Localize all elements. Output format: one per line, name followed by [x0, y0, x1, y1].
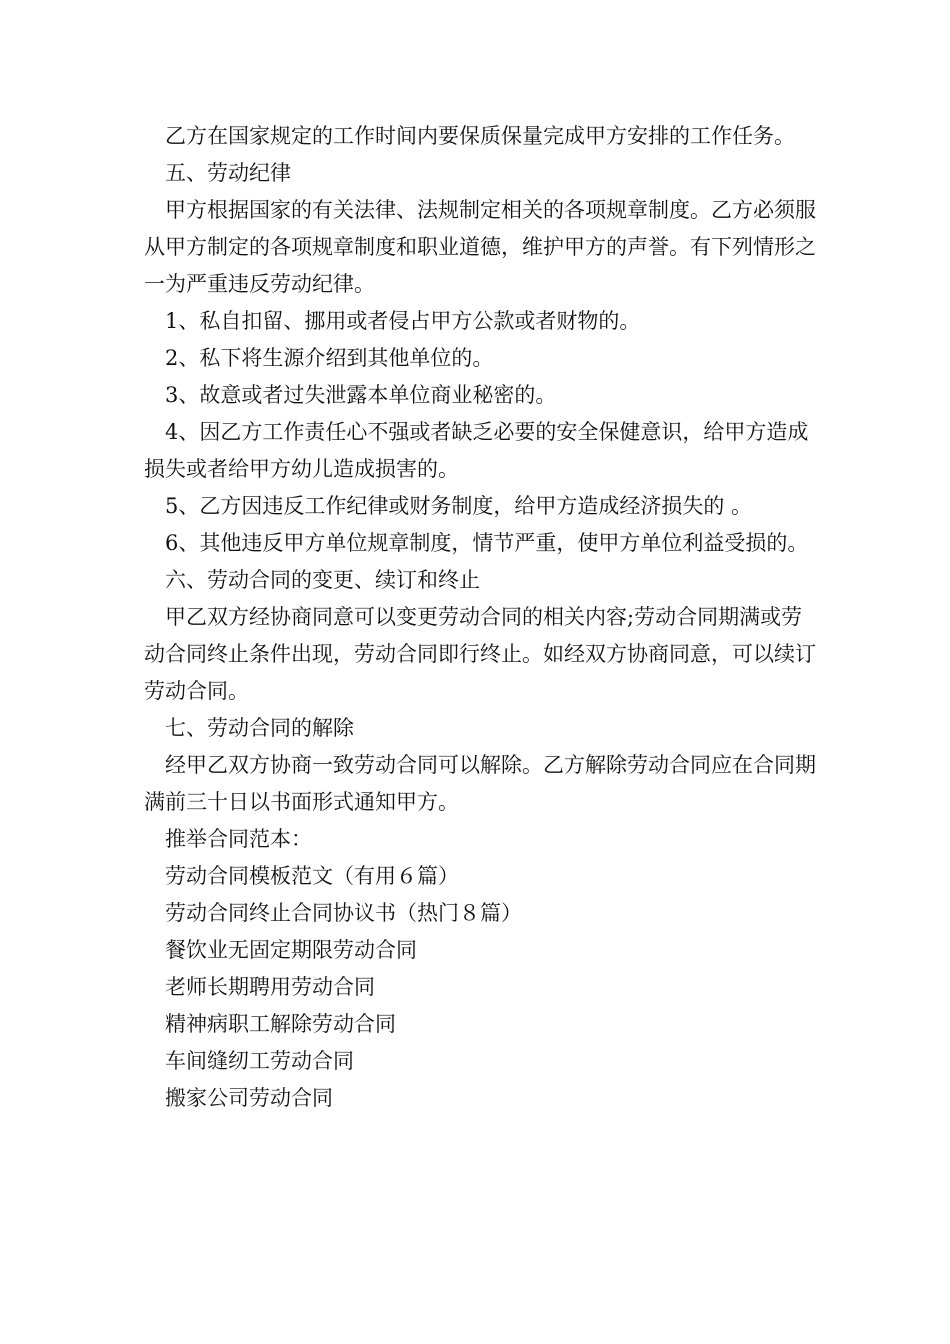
section-heading-contract-termination: 七、劳动合同的解除 — [165, 716, 354, 740]
list-item: 3、故意或者过失泄露本单位商业秘密的。 — [165, 383, 557, 407]
recommended-templates-heading: 推举合同范本： — [165, 827, 312, 851]
list-item: 5、乙方因违反工作纪律或财务制度，给甲方造成经济损失的 。 — [165, 494, 753, 518]
paragraph-contract-change: 甲乙双方经协商同意可以变更劳动合同的相关内容;劳动合同期满或劳动合同终止条件出现，劳动合同即行终止。如经双方协商同意，可以续订劳动合同。 — [144, 605, 816, 703]
list-item: 2、私下将生源介绍到其他单位的。 — [165, 346, 494, 370]
recommended-template-link[interactable]: 车间缝纫工劳动合同 — [165, 1049, 354, 1073]
document-body — [144, 118, 816, 1117]
paragraph-discipline-rules: 甲方根据国家的有关法律、法规制定相关的各项规章制度。乙方必须服从甲方制定的各项规章制度和职业道德，维护甲方的声誉。有下列情形之一为严重违反劳动纪律。 — [144, 198, 816, 296]
section-heading-contract-change: 六、劳动合同的变更、续订和终止 — [165, 568, 480, 592]
recommended-template-link[interactable]: 老师长期聘用劳动合同 — [165, 975, 375, 999]
recommended-template-link[interactable]: 劳动合同终止合同协议书（热门８篇） — [165, 901, 522, 925]
section-heading-labor-discipline: 五、劳动纪律 — [165, 161, 291, 185]
recommended-template-link[interactable]: 搬家公司劳动合同 — [165, 1086, 333, 1110]
list-item: 6、其他违反甲方单位规章制度，情节严重，使甲方单位利益受损的。 — [165, 531, 809, 555]
list-item: 4、因乙方工作责任心不强或者缺乏必要的安全保健意识，给甲方造成损失或者给甲方幼儿造成损害的。 — [144, 420, 809, 481]
paragraph-work-duty: 乙方在国家规定的工作时间内要保质保量完成甲方安排的工作任务。 — [165, 124, 795, 148]
list-item: 1、私自扣留、挪用或者侵占甲方公款或者财物的。 — [165, 309, 641, 333]
recommended-template-link[interactable]: 精神病职工解除劳动合同 — [165, 1012, 396, 1036]
recommended-template-link[interactable]: 劳动合同模板范文（有用６篇） — [165, 864, 459, 888]
recommended-template-link[interactable]: 餐饮业无固定期限劳动合同 — [165, 938, 417, 962]
paragraph-contract-termination: 经甲乙双方协商一致劳动合同可以解除。乙方解除劳动合同应在合同期满前三十日以书面形式通知甲方。 — [144, 753, 816, 814]
